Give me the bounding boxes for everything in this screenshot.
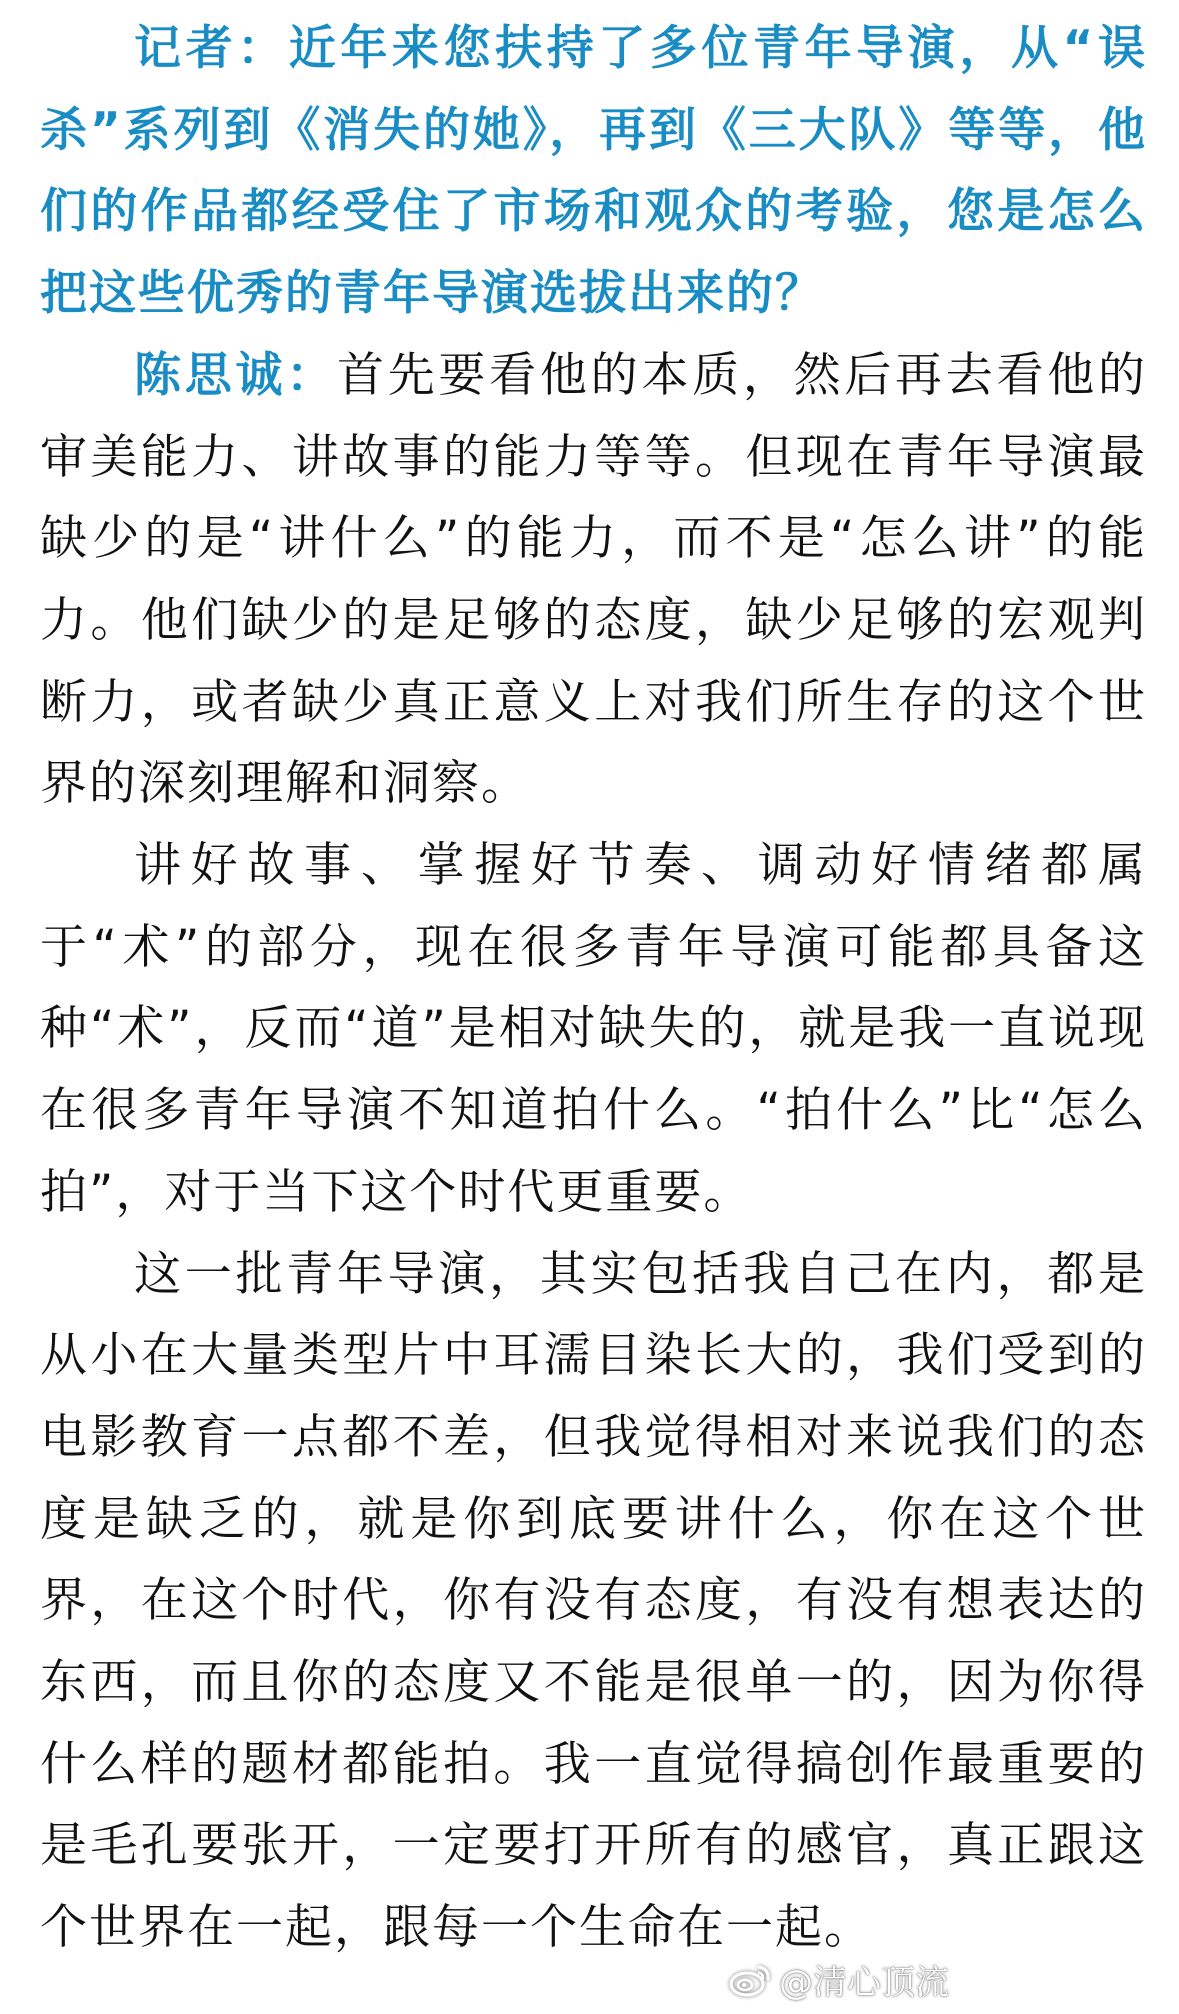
answer-text: 首先要看他的本质，然后再去看他的审美能力、讲故事的能力等等。但现在青年导演最缺少的是“讲什么”的能力，而不是“怎么讲”的能力。他们缺少的是足够的态度，缺少足够的宏观判断力，或者缺少真正意义上对我们所生存的这个世界的深刻理解和洞察。 [40, 347, 1148, 812]
question-speaker: 记者： [134, 21, 289, 76]
weibo-icon [729, 1963, 771, 1997]
question-paragraph [40, 8, 1147, 335]
answer-paragraph [40, 335, 1147, 825]
weibo-watermark [729, 1955, 949, 2004]
body-paragraph-3: 这一批青年导演，其实包括我自己在内，都是从小在大量类型片中耳濡目染长大的，我们受到的电影教育一点都不差，但我觉得相对来说我们的态度是缺乏的，就是你到底要讲什么，你在这个世界，在这个时代，你有没有态度，有没有想表达的东西，而且你的态度又不能是很单一的，因为你得什么样的题材都能拍。我一直觉得搞创作最重要的是毛孔要张开，一定要打开所有的感官，真正跟这个世界在一起，跟每一个生命在一起。 [40, 1246, 1147, 1956]
question-text: 近年来您扶持了多位青年导演，从“误杀”系列到《消失的她》，再到《三大队》等等，他们的作品都经受住了市场和观众的考验，您是怎么把这些优秀的青年导演选拔出来的？ [40, 21, 1148, 322]
watermark-text: @清心顶流 [779, 1963, 949, 2003]
body-paragraph-2: 讲好故事、掌握好节奏、调动好情绪都属于“术”的部分，现在很多青年导演可能都具备这种“术”，反而“道”是相对缺失的，就是我一直说现在很多青年导演不知道拍什么。“拍什么”比“怎么拍”，对于当下这个时代更重要。 [40, 838, 1147, 1220]
answer-speaker: 陈思诚： [134, 347, 337, 403]
